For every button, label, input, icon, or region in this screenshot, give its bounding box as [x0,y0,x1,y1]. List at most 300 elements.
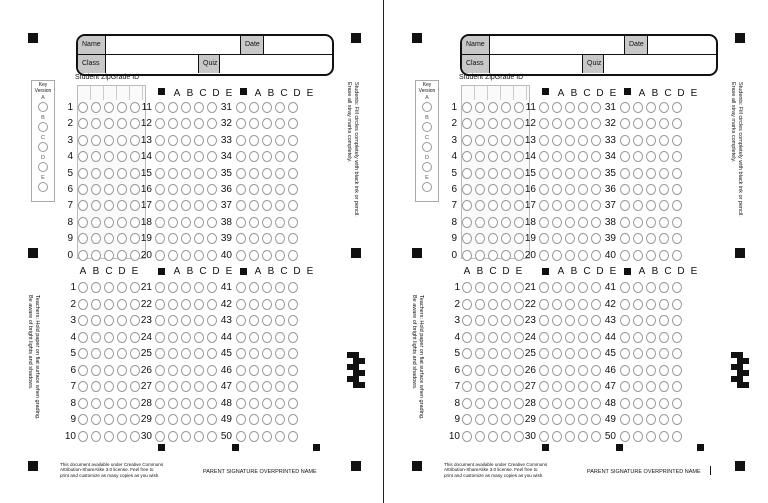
answer-bubble[interactable] [578,118,588,129]
answer-bubble[interactable] [249,348,259,359]
answer-bubble[interactable] [194,135,204,146]
answer-bubble[interactable] [620,299,630,310]
answer-bubble[interactable] [78,398,88,409]
answer-bubble[interactable] [168,168,178,179]
answer-bubble[interactable] [275,348,285,359]
id-bubble[interactable] [117,135,127,146]
answer-bubble[interactable] [288,414,298,425]
answer-bubble[interactable] [262,431,272,442]
answer-bubble[interactable] [578,315,588,326]
answer-bubble[interactable] [659,217,669,228]
answer-bubble[interactable] [633,365,643,376]
answer-bubble[interactable] [155,282,165,293]
answer-bubble[interactable] [155,217,165,228]
answer-bubble[interactable] [236,200,246,211]
answer-bubble[interactable] [181,299,191,310]
answer-bubble[interactable] [565,332,575,343]
id-bubble[interactable] [91,217,101,228]
answer-bubble[interactable] [501,299,511,310]
answer-bubble[interactable] [249,250,259,261]
id-bubble[interactable] [475,184,485,195]
answer-bubble[interactable] [633,168,643,179]
answer-bubble[interactable] [659,332,669,343]
answer-bubble[interactable] [659,431,669,442]
id-bubble[interactable] [78,102,88,113]
answer-bubble[interactable] [488,398,498,409]
answer-bubble[interactable] [104,315,114,326]
answer-bubble[interactable] [620,250,630,261]
answer-bubble[interactable] [249,184,259,195]
id-bubble[interactable] [501,135,511,146]
answer-bubble[interactable] [565,233,575,244]
answer-bubble[interactable] [539,233,549,244]
id-bubble[interactable] [462,102,472,113]
answer-bubble[interactable] [488,282,498,293]
answer-bubble[interactable] [194,282,204,293]
answer-bubble[interactable] [552,431,562,442]
answer-bubble[interactable] [262,365,272,376]
answer-bubble[interactable] [194,299,204,310]
answer-bubble[interactable] [262,381,272,392]
answer-bubble[interactable] [565,102,575,113]
answer-bubble[interactable] [672,217,682,228]
id-bubble[interactable] [104,168,114,179]
id-bubble[interactable] [104,184,114,195]
answer-bubble[interactable] [565,282,575,293]
answer-bubble[interactable] [288,398,298,409]
answer-bubble[interactable] [620,118,630,129]
answer-bubble[interactable] [168,381,178,392]
answer-bubble[interactable] [539,135,549,146]
answer-bubble[interactable] [249,381,259,392]
answer-bubble[interactable] [78,381,88,392]
id-bubble[interactable] [462,250,472,261]
answer-bubble[interactable] [249,102,259,113]
answer-bubble[interactable] [181,118,191,129]
answer-bubble[interactable] [275,431,285,442]
answer-bubble[interactable] [475,431,485,442]
id-bubble[interactable] [462,217,472,228]
answer-bubble[interactable] [104,381,114,392]
answer-bubble[interactable] [501,282,511,293]
answer-bubble[interactable] [275,151,285,162]
id-bubble[interactable] [104,217,114,228]
answer-bubble[interactable] [565,315,575,326]
answer-bubble[interactable] [552,184,562,195]
answer-bubble[interactable] [262,282,272,293]
answer-bubble[interactable] [552,315,562,326]
answer-bubble[interactable] [672,332,682,343]
answer-bubble[interactable] [539,398,549,409]
answer-bubble[interactable] [155,168,165,179]
answer-bubble[interactable] [288,118,298,129]
answer-bubble[interactable] [78,414,88,425]
answer-bubble[interactable] [672,431,682,442]
answer-bubble[interactable] [288,217,298,228]
answer-bubble[interactable] [249,332,259,343]
id-bubble[interactable] [501,250,511,261]
answer-bubble[interactable] [475,365,485,376]
answer-bubble[interactable] [155,200,165,211]
answer-bubble[interactable] [275,217,285,228]
answer-bubble[interactable] [288,168,298,179]
answer-bubble[interactable] [552,332,562,343]
answer-bubble[interactable] [672,282,682,293]
answer-bubble[interactable] [659,365,669,376]
key-version-bubble[interactable] [422,162,432,172]
answer-bubble[interactable] [194,315,204,326]
answer-bubble[interactable] [620,217,630,228]
answer-bubble[interactable] [672,118,682,129]
key-version-bubble[interactable] [422,182,432,192]
answer-bubble[interactable] [236,102,246,113]
answer-bubble[interactable] [578,102,588,113]
answer-bubble[interactable] [475,398,485,409]
answer-bubble[interactable] [78,315,88,326]
answer-bubble[interactable] [168,135,178,146]
key-version-bubble[interactable] [422,142,432,152]
answer-bubble[interactable] [659,118,669,129]
answer-bubble[interactable] [565,348,575,359]
id-bubble[interactable] [117,217,127,228]
answer-bubble[interactable] [249,118,259,129]
answer-bubble[interactable] [249,135,259,146]
key-version-bubble[interactable] [38,142,48,152]
answer-bubble[interactable] [194,151,204,162]
answer-bubble[interactable] [488,381,498,392]
answer-bubble[interactable] [578,151,588,162]
answer-bubble[interactable] [620,348,630,359]
answer-bubble[interactable] [236,414,246,425]
answer-bubble[interactable] [168,299,178,310]
answer-bubble[interactable] [552,168,562,179]
answer-bubble[interactable] [633,200,643,211]
answer-bubble[interactable] [181,151,191,162]
answer-bubble[interactable] [236,299,246,310]
answer-bubble[interactable] [91,348,101,359]
answer-bubble[interactable] [168,348,178,359]
answer-bubble[interactable] [488,315,498,326]
answer-bubble[interactable] [91,315,101,326]
answer-bubble[interactable] [659,299,669,310]
answer-bubble[interactable] [236,348,246,359]
answer-bubble[interactable] [155,151,165,162]
answer-bubble[interactable] [462,398,472,409]
answer-bubble[interactable] [91,398,101,409]
answer-bubble[interactable] [168,184,178,195]
answer-bubble[interactable] [633,332,643,343]
answer-bubble[interactable] [249,299,259,310]
answer-bubble[interactable] [646,184,656,195]
id-bubble[interactable] [91,135,101,146]
id-bubble[interactable] [91,168,101,179]
answer-bubble[interactable] [249,233,259,244]
answer-bubble[interactable] [236,217,246,228]
answer-bubble[interactable] [181,200,191,211]
answer-bubble[interactable] [194,200,204,211]
answer-bubble[interactable] [672,102,682,113]
answer-bubble[interactable] [646,233,656,244]
answer-bubble[interactable] [501,315,511,326]
answer-bubble[interactable] [659,348,669,359]
answer-bubble[interactable] [646,431,656,442]
answer-bubble[interactable] [194,102,204,113]
answer-bubble[interactable] [633,151,643,162]
answer-bubble[interactable] [475,332,485,343]
answer-bubble[interactable] [659,102,669,113]
answer-bubble[interactable] [275,381,285,392]
answer-bubble[interactable] [565,200,575,211]
answer-bubble[interactable] [633,102,643,113]
answer-bubble[interactable] [181,135,191,146]
answer-bubble[interactable] [475,282,485,293]
answer-bubble[interactable] [262,332,272,343]
answer-bubble[interactable] [275,250,285,261]
answer-bubble[interactable] [539,200,549,211]
answer-bubble[interactable] [672,151,682,162]
answer-bubble[interactable] [249,431,259,442]
answer-bubble[interactable] [565,431,575,442]
id-bubble[interactable] [501,184,511,195]
answer-bubble[interactable] [672,365,682,376]
answer-bubble[interactable] [168,282,178,293]
answer-bubble[interactable] [194,118,204,129]
answer-bubble[interactable] [646,332,656,343]
answer-bubble[interactable] [501,365,511,376]
answer-bubble[interactable] [168,151,178,162]
key-version-bubble[interactable] [38,122,48,132]
key-version-bubble[interactable] [38,162,48,172]
id-bubble[interactable] [488,168,498,179]
id-bubble[interactable] [462,168,472,179]
answer-bubble[interactable] [168,118,178,129]
answer-bubble[interactable] [659,381,669,392]
answer-bubble[interactable] [501,332,511,343]
answer-bubble[interactable] [194,348,204,359]
answer-bubble[interactable] [117,431,127,442]
id-bubble[interactable] [117,184,127,195]
answer-bubble[interactable] [539,282,549,293]
answer-bubble[interactable] [104,299,114,310]
answer-bubble[interactable] [168,250,178,261]
class-field[interactable] [106,55,198,73]
answer-bubble[interactable] [194,168,204,179]
answer-bubble[interactable] [539,299,549,310]
answer-bubble[interactable] [552,135,562,146]
answer-bubble[interactable] [659,250,669,261]
answer-bubble[interactable] [659,168,669,179]
answer-bubble[interactable] [155,332,165,343]
answer-bubble[interactable] [262,118,272,129]
id-bubble[interactable] [104,102,114,113]
answer-bubble[interactable] [565,135,575,146]
answer-bubble[interactable] [91,365,101,376]
answer-bubble[interactable] [249,398,259,409]
answer-bubble[interactable] [672,184,682,195]
answer-bubble[interactable] [633,414,643,425]
answer-bubble[interactable] [659,184,669,195]
answer-bubble[interactable] [620,233,630,244]
answer-bubble[interactable] [181,217,191,228]
answer-bubble[interactable] [262,200,272,211]
id-bubble[interactable] [78,135,88,146]
answer-bubble[interactable] [194,365,204,376]
answer-bubble[interactable] [672,250,682,261]
answer-bubble[interactable] [249,217,259,228]
answer-bubble[interactable] [194,233,204,244]
answer-bubble[interactable] [672,414,682,425]
answer-bubble[interactable] [578,332,588,343]
answer-bubble[interactable] [91,332,101,343]
id-bubble[interactable] [462,184,472,195]
answer-bubble[interactable] [194,217,204,228]
answer-bubble[interactable] [462,431,472,442]
answer-bubble[interactable] [646,414,656,425]
answer-bubble[interactable] [104,431,114,442]
answer-bubble[interactable] [462,414,472,425]
id-bubble[interactable] [104,250,114,261]
answer-bubble[interactable] [539,315,549,326]
answer-bubble[interactable] [646,381,656,392]
answer-bubble[interactable] [620,315,630,326]
answer-bubble[interactable] [275,233,285,244]
answer-bubble[interactable] [181,381,191,392]
answer-bubble[interactable] [578,365,588,376]
answer-bubble[interactable] [565,365,575,376]
answer-bubble[interactable] [155,398,165,409]
answer-bubble[interactable] [194,184,204,195]
answer-bubble[interactable] [646,151,656,162]
answer-bubble[interactable] [633,398,643,409]
answer-bubble[interactable] [275,118,285,129]
answer-bubble[interactable] [539,431,549,442]
answer-bubble[interactable] [488,431,498,442]
answer-bubble[interactable] [633,250,643,261]
answer-bubble[interactable] [578,398,588,409]
answer-bubble[interactable] [104,348,114,359]
id-bubble[interactable] [117,250,127,261]
answer-bubble[interactable] [633,299,643,310]
answer-bubble[interactable] [262,151,272,162]
answer-bubble[interactable] [249,282,259,293]
answer-bubble[interactable] [672,315,682,326]
id-bubble[interactable] [475,250,485,261]
answer-bubble[interactable] [236,431,246,442]
id-bubble[interactable] [91,102,101,113]
answer-bubble[interactable] [181,365,191,376]
answer-bubble[interactable] [475,348,485,359]
answer-bubble[interactable] [552,200,562,211]
answer-bubble[interactable] [236,233,246,244]
answer-bubble[interactable] [646,200,656,211]
answer-bubble[interactable] [288,431,298,442]
answer-bubble[interactable] [659,414,669,425]
answer-bubble[interactable] [117,398,127,409]
answer-bubble[interactable] [578,431,588,442]
answer-bubble[interactable] [262,398,272,409]
answer-bubble[interactable] [565,217,575,228]
key-version-bubble[interactable] [38,182,48,192]
answer-bubble[interactable] [672,381,682,392]
answer-bubble[interactable] [117,365,127,376]
answer-bubble[interactable] [620,102,630,113]
answer-bubble[interactable] [168,233,178,244]
answer-bubble[interactable] [552,151,562,162]
quiz-field[interactable] [220,55,332,73]
answer-bubble[interactable] [262,414,272,425]
answer-bubble[interactable] [288,200,298,211]
answer-bubble[interactable] [539,348,549,359]
answer-bubble[interactable] [155,348,165,359]
answer-bubble[interactable] [620,184,630,195]
id-bubble[interactable] [501,217,511,228]
answer-bubble[interactable] [262,102,272,113]
answer-bubble[interactable] [91,381,101,392]
answer-bubble[interactable] [620,431,630,442]
answer-bubble[interactable] [78,299,88,310]
answer-bubble[interactable] [155,184,165,195]
answer-bubble[interactable] [236,250,246,261]
answer-bubble[interactable] [672,233,682,244]
answer-bubble[interactable] [262,233,272,244]
answer-bubble[interactable] [104,332,114,343]
answer-bubble[interactable] [168,414,178,425]
answer-bubble[interactable] [488,365,498,376]
id-bubble[interactable] [78,217,88,228]
answer-bubble[interactable] [552,118,562,129]
answer-bubble[interactable] [91,414,101,425]
answer-bubble[interactable] [181,184,191,195]
answer-bubble[interactable] [475,381,485,392]
answer-bubble[interactable] [236,365,246,376]
answer-bubble[interactable] [462,332,472,343]
answer-bubble[interactable] [78,365,88,376]
answer-bubble[interactable] [155,102,165,113]
answer-bubble[interactable] [155,365,165,376]
answer-bubble[interactable] [552,398,562,409]
answer-bubble[interactable] [249,151,259,162]
answer-bubble[interactable] [275,200,285,211]
date-field[interactable] [264,36,332,54]
answer-bubble[interactable] [168,200,178,211]
answer-bubble[interactable] [155,315,165,326]
answer-bubble[interactable] [620,365,630,376]
answer-bubble[interactable] [275,184,285,195]
answer-bubble[interactable] [288,233,298,244]
answer-bubble[interactable] [646,365,656,376]
id-bubble[interactable] [488,184,498,195]
id-bubble[interactable] [488,102,498,113]
answer-bubble[interactable] [565,381,575,392]
answer-bubble[interactable] [552,414,562,425]
id-bubble[interactable] [78,184,88,195]
answer-bubble[interactable] [633,118,643,129]
answer-bubble[interactable] [633,431,643,442]
answer-bubble[interactable] [620,151,630,162]
answer-bubble[interactable] [236,135,246,146]
answer-bubble[interactable] [275,168,285,179]
answer-bubble[interactable] [620,135,630,146]
answer-bubble[interactable] [578,184,588,195]
answer-bubble[interactable] [552,299,562,310]
answer-bubble[interactable] [646,168,656,179]
answer-bubble[interactable] [620,398,630,409]
answer-bubble[interactable] [578,217,588,228]
answer-bubble[interactable] [578,348,588,359]
answer-bubble[interactable] [552,348,562,359]
key-version-bubble[interactable] [422,102,432,112]
answer-bubble[interactable] [155,299,165,310]
